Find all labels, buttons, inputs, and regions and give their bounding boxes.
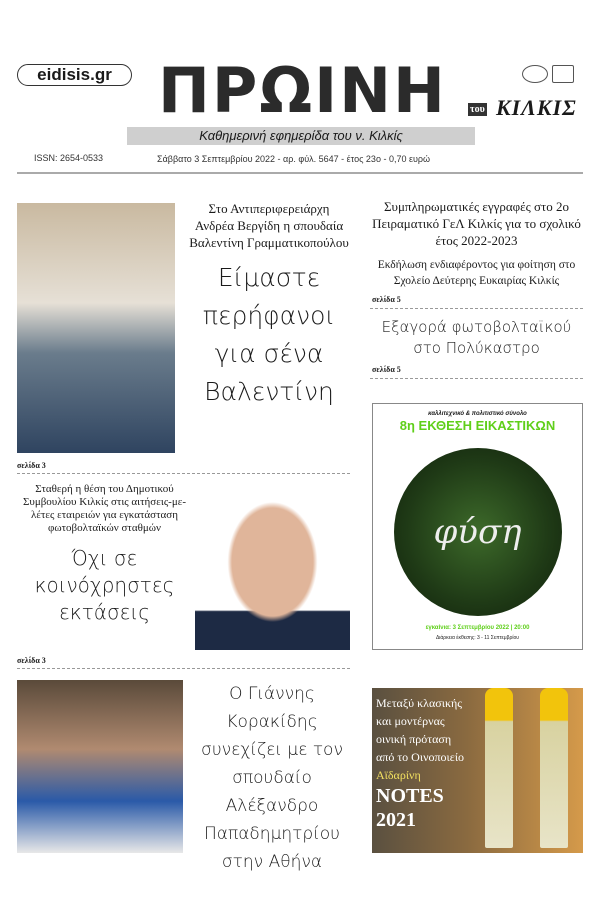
poster-top: καλλιτεχνικό & πολιτιστικό σύνολο xyxy=(428,411,527,417)
exhibition-poster[interactable] xyxy=(372,403,583,650)
logos xyxy=(522,65,582,85)
divider xyxy=(370,308,583,309)
poster-script: φύση xyxy=(433,512,522,552)
tagline: Καθημερινή εφημερίδα του ν. Κιλκίς xyxy=(127,127,475,145)
story1-photo[interactable] xyxy=(17,203,175,453)
seal-icon xyxy=(522,65,548,83)
masthead-title: ΠΡΩΙΝΗ xyxy=(158,58,447,124)
story1-headline[interactable]: Είμαστε περήφανοι για σένα Βαλεντίνη xyxy=(202,263,336,406)
right-page2: σελίδα 5 xyxy=(372,365,401,374)
story2-text xyxy=(17,483,192,626)
ad-line: οινική πρόταση xyxy=(376,732,452,746)
right-story1[interactable]: Συμπληρωματικές εγγραφές στο 2ο Πειραματικό ΓεΛ Κιλκίς για το σχολικό έτος 2022-2023 xyxy=(372,199,581,248)
masthead-kilkis: ΚΙΛΚΙΣ xyxy=(496,95,577,120)
story2-headline[interactable]: Όχι σε κοινόχρηστες εκτάσεις xyxy=(34,546,175,624)
story2-photo[interactable] xyxy=(195,490,350,650)
dateline: Σάββατο 3 Σεπτεμβρίου 2022 - αρ. φύλ. 5647 - έτος 23ο - 0,70 ευρώ xyxy=(157,154,431,164)
poster-title: 8η ΕΚΘΕΣΗ ΕΙΚΑΣΤΙΚΩΝ xyxy=(399,418,556,433)
ad-line: από το Οινοποιείο xyxy=(376,750,465,764)
poster-dates: Διάρκεια έκθεσης: 3 - 11 Σεπτεμβρίου xyxy=(435,635,520,641)
story3-photo[interactable] xyxy=(17,680,183,853)
story2-kicker: Σταθερή η θέση του Δημοτικού Συμβουλίου Κιλκίς στις αιτήσεις-με-λέτες εταιρειών για εγκατάσταση φωτοβολταϊκών σταθμών xyxy=(22,483,187,534)
ad-winery: Αϊδαρίνη xyxy=(376,768,421,782)
bottle-2 xyxy=(540,688,568,848)
issn: ISSN: 2654-0533 xyxy=(34,153,104,163)
ad-year: 2021 xyxy=(376,809,416,831)
poster-opening: εγκαίνια: 3 Σεπτεμβρίου 2022 | 20:00 xyxy=(425,625,530,631)
right-story2[interactable]: Εκδήλωση ενδιαφέροντος για φοίτηση στο Σχολείο Δεύτερης Ευκαιρίας Κιλκίς xyxy=(377,259,576,287)
bottle-1 xyxy=(485,688,513,848)
story3-headline[interactable]: Ο Γιάννης Κορακίδης συνεχίζει με τον σπουδαίο Αλέξανδρο Παπαδημητρίου στην Αθήνα xyxy=(201,684,343,872)
ad-product: NOTES xyxy=(376,785,444,807)
ad-line: Μεταξύ κλασικής xyxy=(376,696,463,710)
poster-circle xyxy=(394,448,562,616)
story1-kicker: Στο Αντιπεριφερειάρχη Ανδρέα Βεργίδη η σπουδαία Βαλεντίνη Γραμματικοπούλου xyxy=(189,201,349,250)
right-column-stories xyxy=(370,198,583,379)
header-rule xyxy=(17,172,583,174)
story1-page: σελίδα 3 xyxy=(17,461,46,470)
story1-text xyxy=(188,200,350,411)
masthead-tou: του xyxy=(470,104,485,115)
divider xyxy=(17,668,350,669)
ad-line: και μοντέρνας xyxy=(376,714,445,728)
wine-ad[interactable] xyxy=(372,688,583,853)
right-page1: σελίδα 5 xyxy=(372,295,401,304)
divider xyxy=(17,473,350,474)
press-logo-icon xyxy=(552,65,574,83)
divider xyxy=(370,378,583,379)
story2-page: σελίδα 3 xyxy=(17,656,46,665)
right-story3[interactable]: Εξαγορά φωτοβολταϊκού στο Πολύκαστρο xyxy=(381,318,572,357)
site-badge[interactable]: eidisis.gr xyxy=(17,64,132,86)
